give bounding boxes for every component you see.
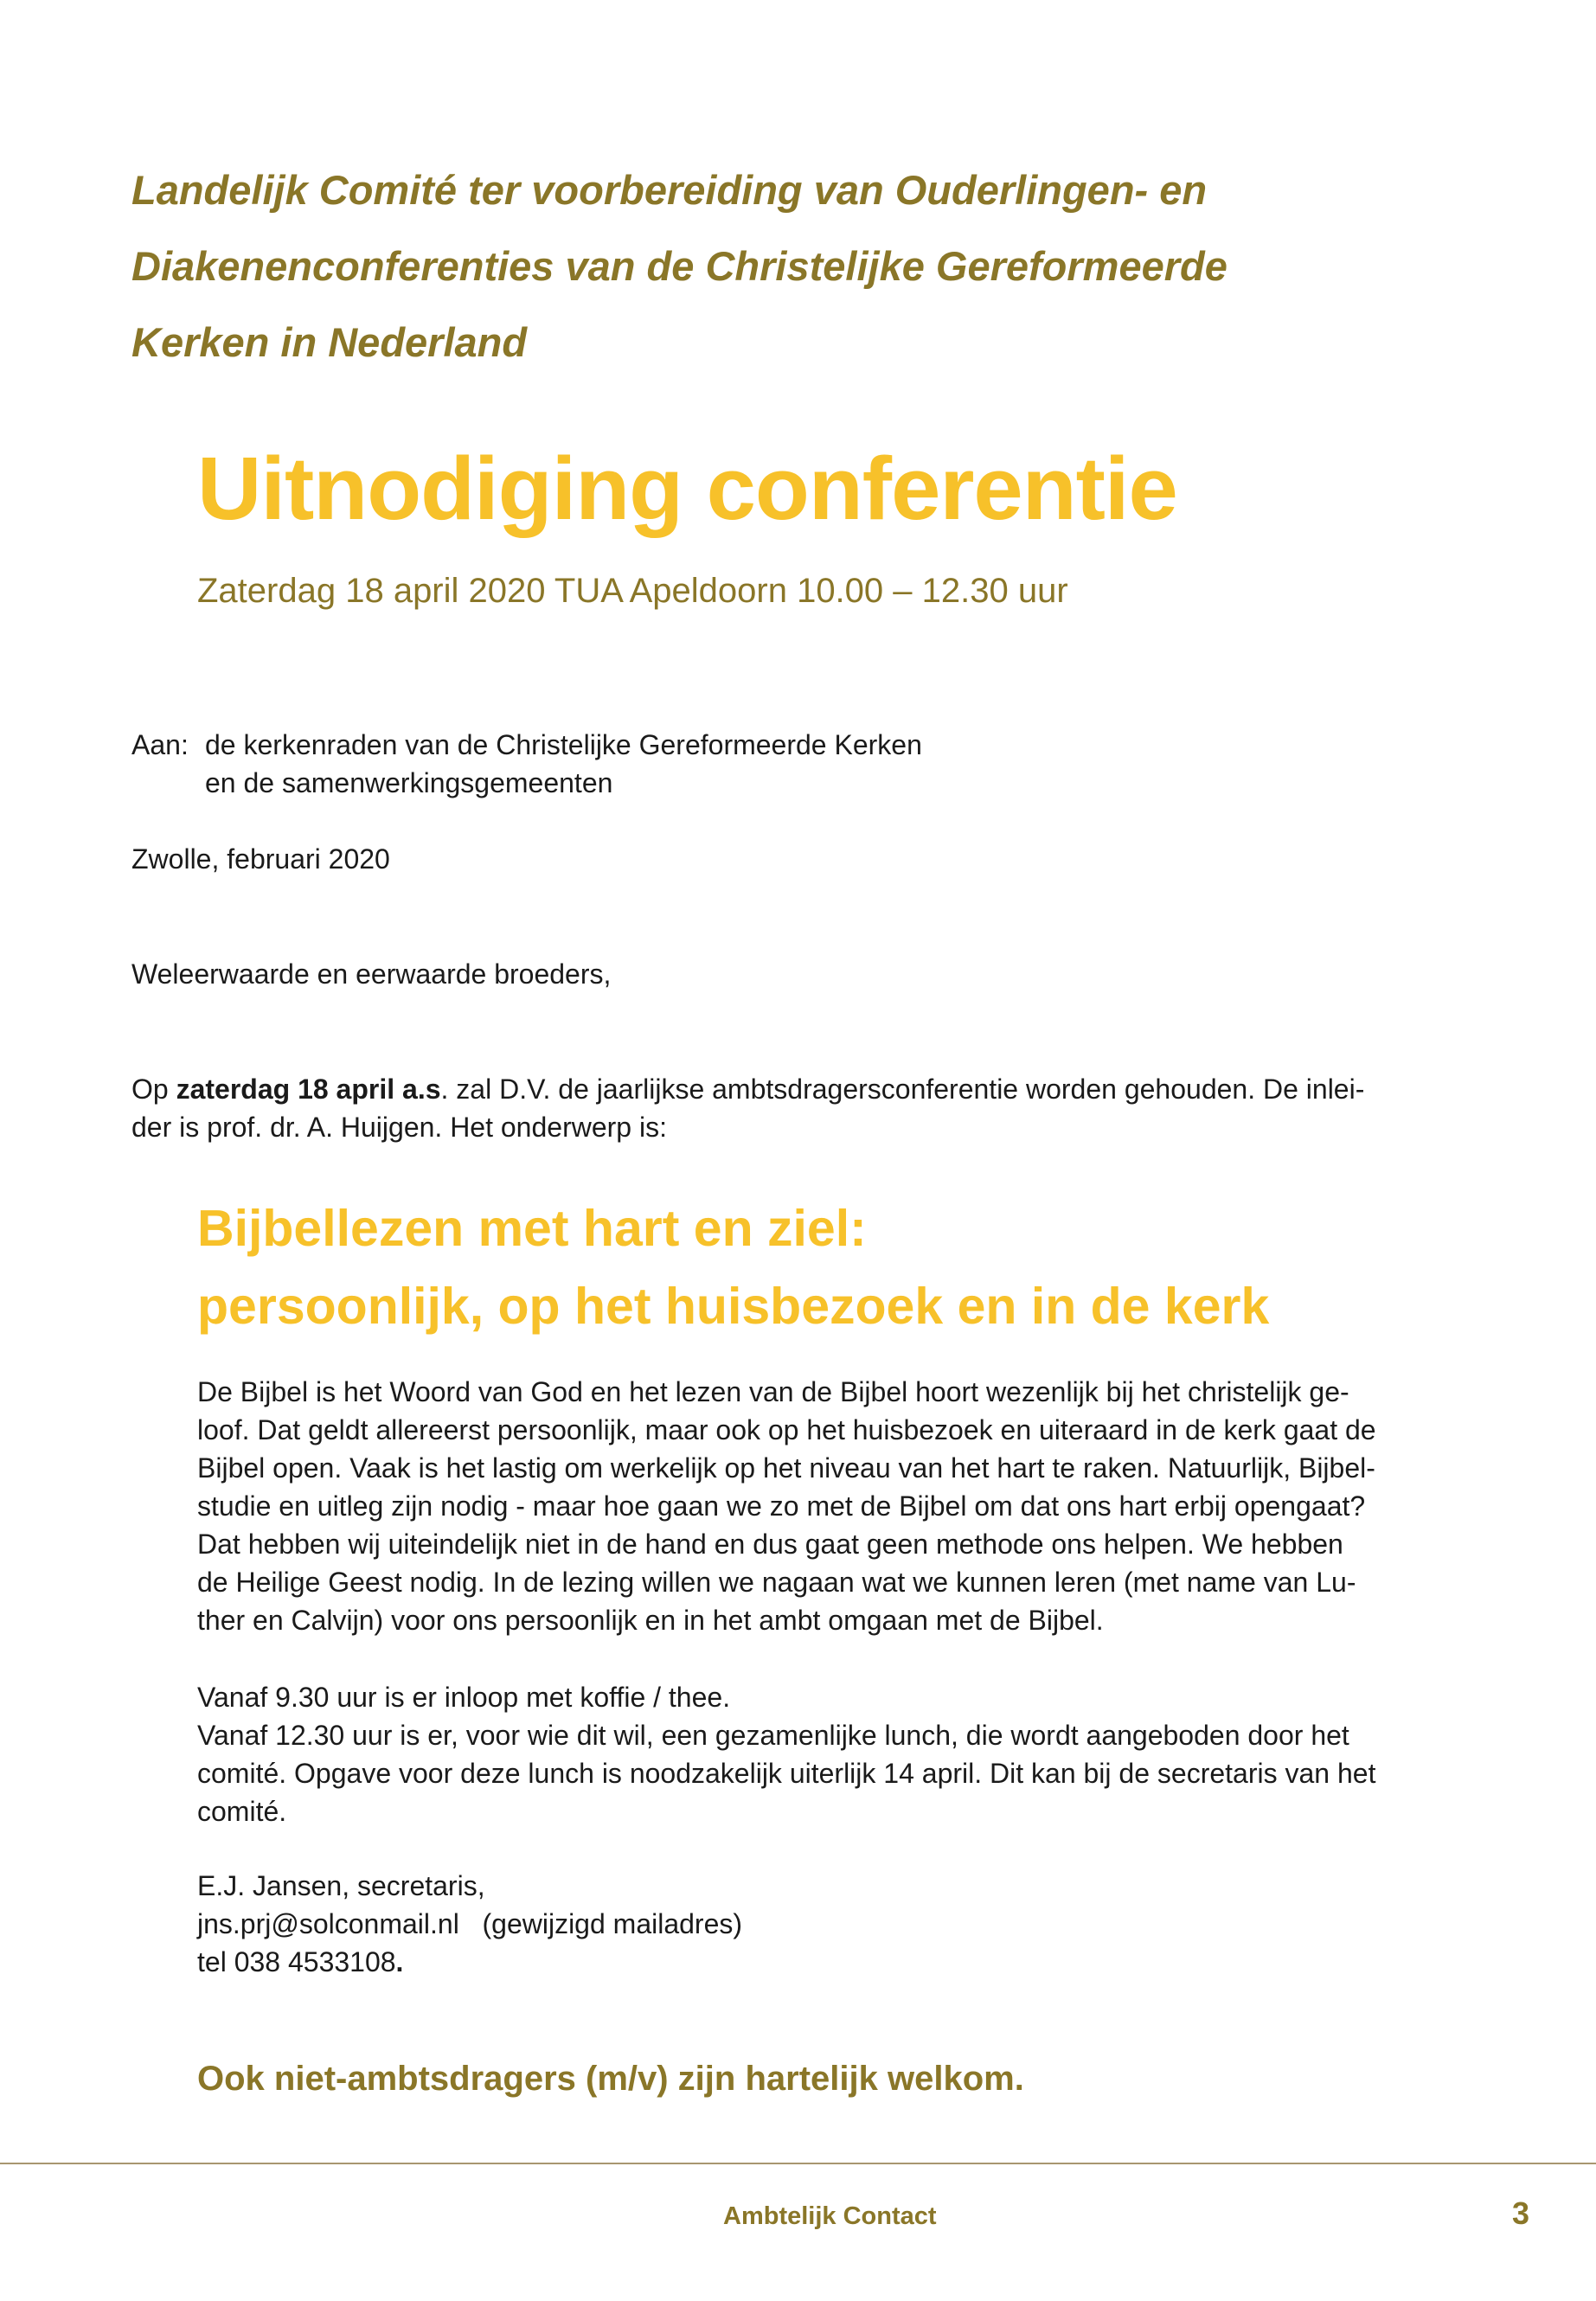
- signature-email-line: [197, 1905, 742, 1943]
- intro-line-1: [131, 1070, 1446, 1108]
- description-line: loof. Dat geldt allereerst persoonlijk, maar ook op het huisbezoek en uiteraard in de kerk gaat de: [197, 1414, 1376, 1445]
- page-number: 3: [1512, 2195, 1530, 2231]
- practical-line: Vanaf 9.30 uur is er inloop met koffie / thee.: [197, 1682, 731, 1713]
- lecture-topic: [197, 1189, 1269, 1345]
- place-date: Zwolle, februari 2020: [131, 843, 390, 875]
- footer-divider: [0, 2163, 1596, 2164]
- intro-pre: Op: [131, 1074, 176, 1105]
- intro-paragraph: [131, 1070, 1446, 1146]
- practical-line: Vanaf 12.30 uur is er, voor wie dit wil, een gezamenlijke lunch, die wordt aangeboden door het: [197, 1720, 1349, 1751]
- signature-name: E.J. Jansen, secretaris,: [197, 1870, 485, 1901]
- committee-heading: [131, 152, 1386, 381]
- committee-line: Kerken in Nederland: [131, 319, 528, 365]
- description-line: ther en Calvijn) voor ons persoonlijk en in het ambt omgaan met de Bijbel.: [197, 1605, 1104, 1636]
- topic-line: persoonlijk, op het huisbezoek en in de kerk: [197, 1278, 1270, 1335]
- practical-line: comité.: [197, 1796, 287, 1827]
- practical-line: comité. Opgave voor deze lunch is noodzakelijk uiterlijk 14 april. Dit kan bij de secretaris van het: [197, 1758, 1376, 1789]
- welcome-note: Ook niet-ambtsdragers (m/v) zijn hartelijk welkom.: [197, 2060, 1024, 2098]
- intro-line-2: der is prof. dr. A. Huijgen. Het onderwerp is:: [131, 1112, 667, 1143]
- topic-line: Bijbellezen met hart en ziel:: [197, 1200, 867, 1257]
- phone-number: tel 038 4533108: [197, 1946, 396, 1977]
- description-line: Dat hebben wij uiteindelijk niet in de hand en dus gaat geen methode ons helpen. We hebben: [197, 1529, 1343, 1560]
- address-line: en de samenwerkingsgemeenten: [205, 767, 613, 798]
- page-title: Uitnodiging conferentie: [197, 439, 1177, 538]
- description-line: De Bijbel is het Woord van God en het lezen van de Bijbel hoort wezenlijk bij het christelijk ge-: [197, 1376, 1349, 1407]
- description-line: de Heilige Geest nodig. In de lezing willen we nagaan wat we kunnen leren (met name van Lu-: [197, 1567, 1356, 1598]
- committee-line: Diakenenconferenties van de Christelijke Gereformeerde: [131, 243, 1227, 289]
- committee-line: Landelijk Comité ter voorbereiding van Ouderlingen- en: [131, 167, 1208, 213]
- email-note: (gewijzigd mailadres): [482, 1908, 743, 1939]
- address-recipients: [205, 726, 922, 802]
- event-date-subtitle: Zaterdag 18 april 2020 TUA Apeldoorn 10.00 – 12.30 uur: [197, 572, 1068, 610]
- signature-phone-line: [197, 1943, 742, 1981]
- publication-name: Ambtelijk Contact: [723, 2202, 937, 2230]
- description-paragraph: [197, 1373, 1460, 1639]
- description-line: Bijbel open. Vaak is het lastig om werkelijk op het niveau van het hart te raken. Natuurlijk, Bijbel-: [197, 1452, 1375, 1484]
- intro-date-bold: zaterdag 18 april a.s: [176, 1074, 441, 1105]
- address-line: de kerkenraden van de Christelijke Gereformeerde Kerken: [205, 729, 922, 760]
- description-line: studie en uitleg zijn nodig - maar hoe gaan we zo met de Bijbel om dat ons hart erbij opengaat?: [197, 1490, 1366, 1522]
- signature-block: [197, 1867, 742, 1981]
- phone-suffix: .: [395, 1946, 404, 1977]
- intro-rest: . zal D.V. de jaarlijkse ambtsdragersconferentie worden gehouden. De inlei-: [440, 1074, 1365, 1105]
- greeting: Weleerwaarde en eerwaarde broeders,: [131, 958, 612, 990]
- address-label: Aan:: [131, 729, 189, 760]
- email-link[interactable]: jns.prj@solconmail.nl: [197, 1908, 459, 1939]
- practical-info: [197, 1678, 1460, 1830]
